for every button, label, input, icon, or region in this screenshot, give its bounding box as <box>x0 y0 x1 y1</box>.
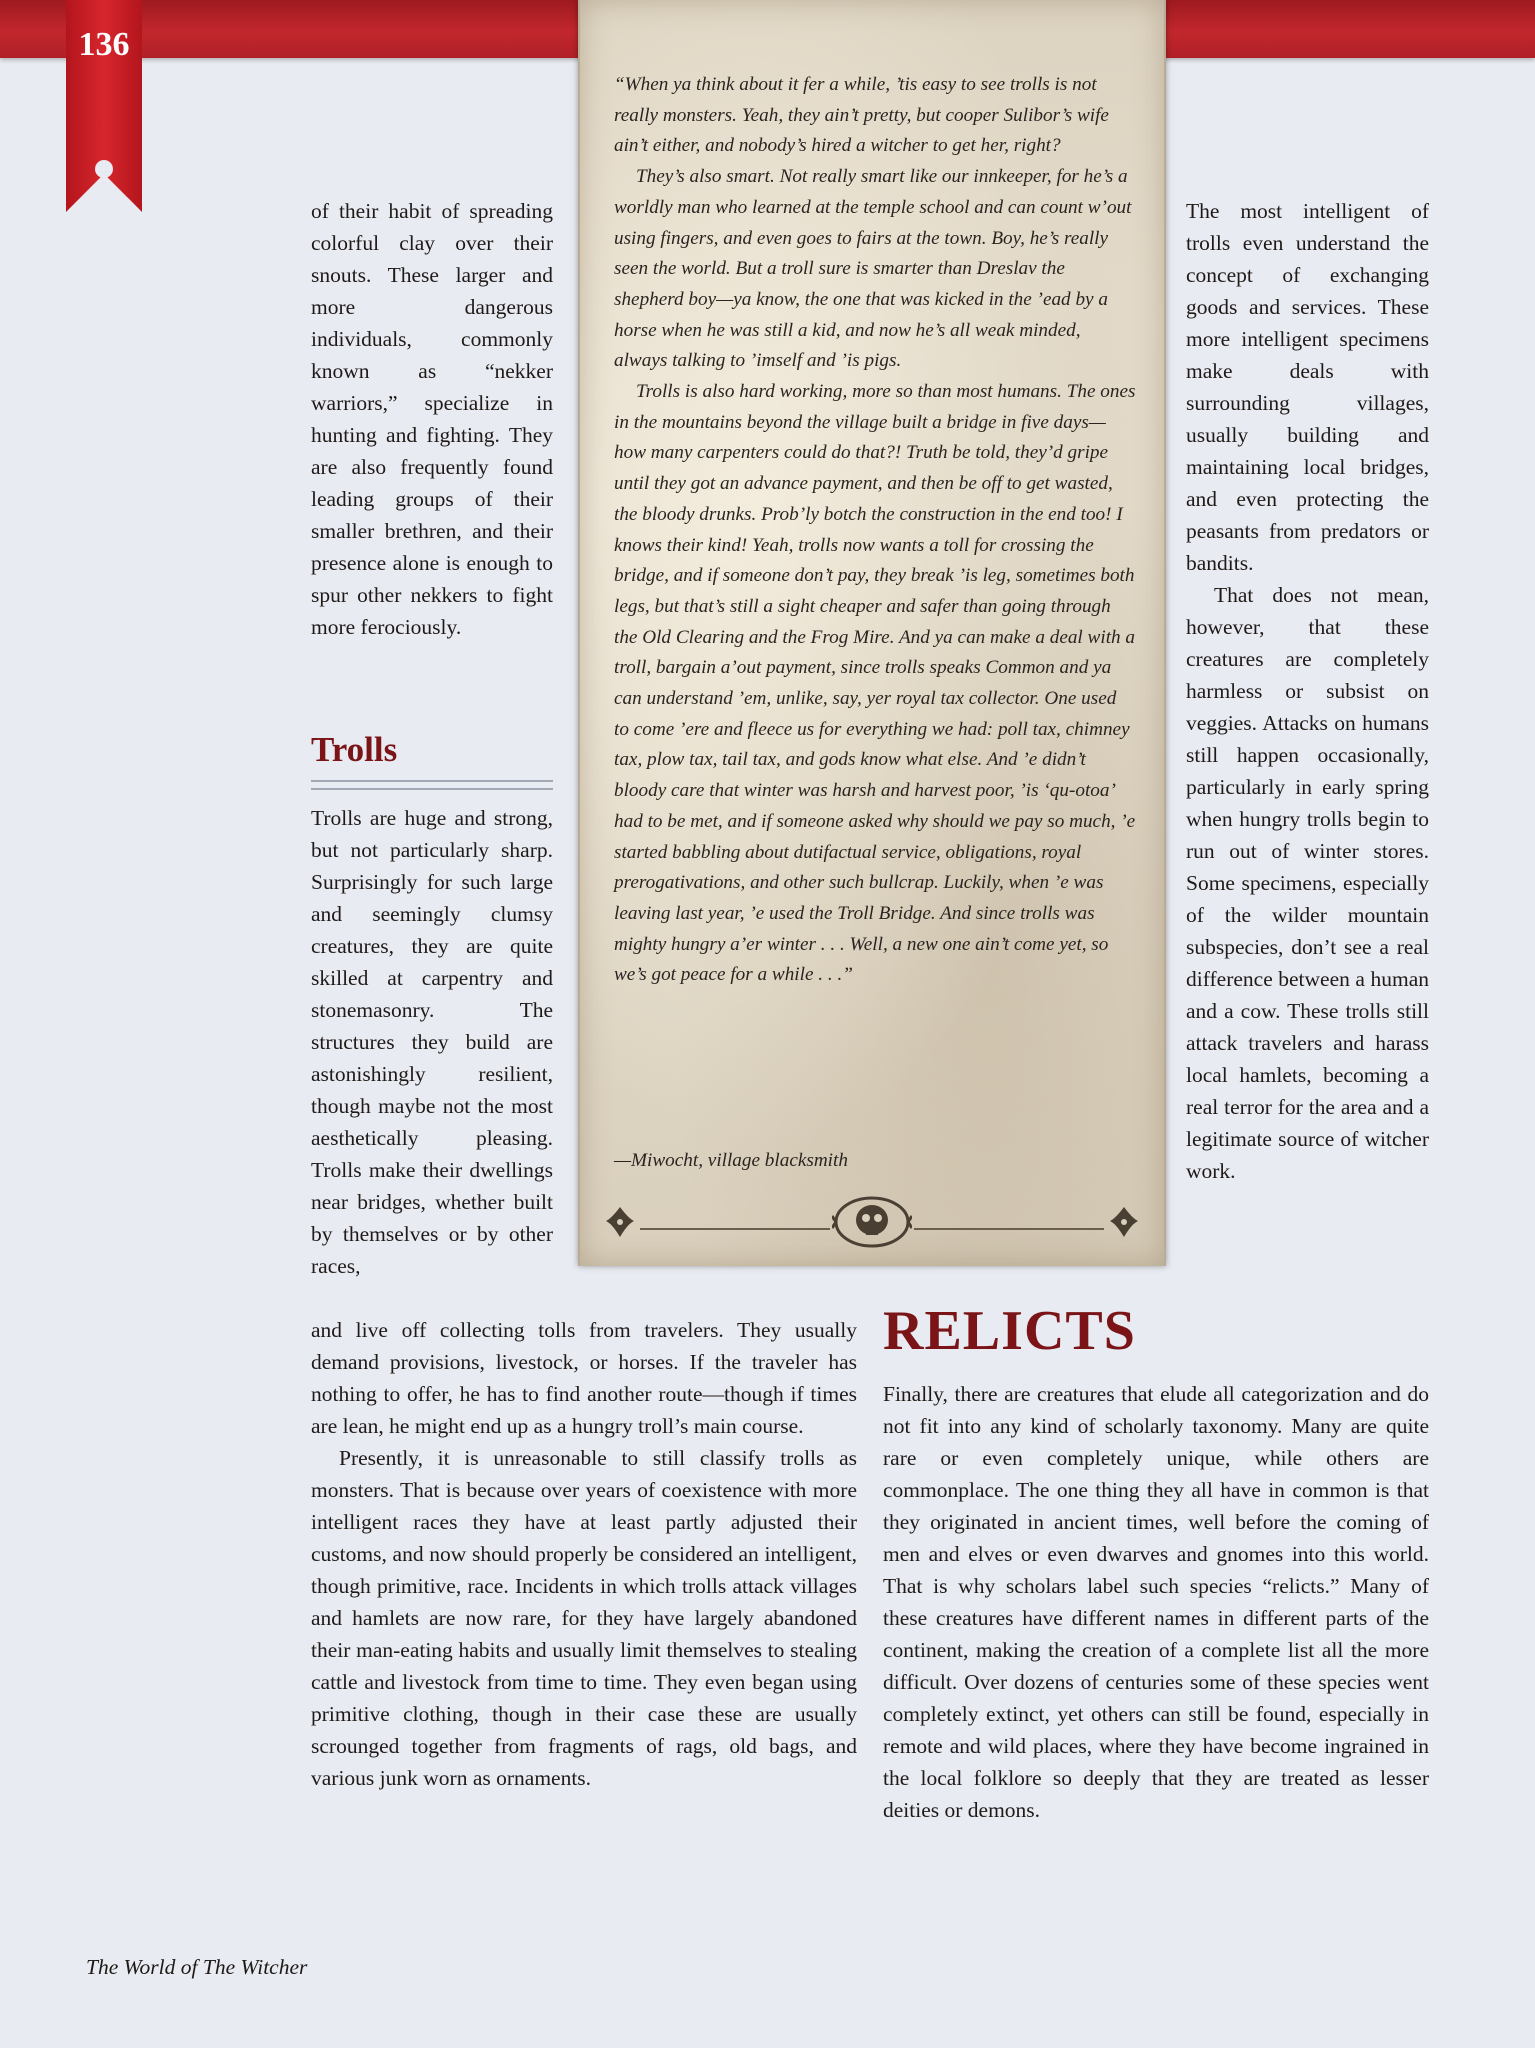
trolls-continued-column <box>311 1314 857 1794</box>
trolls-continued-paragraph: and live off collecting tolls from travelers. They usually demand provisions, livestock, or horses. If the traveler has nothing to offer, he has to find another route—though if times are lean, he might end up as a hungry troll’s main course. <box>311 1318 857 1438</box>
trolls-classification-paragraph: Presently, it is unreasonable to still classify trolls as monsters. That is because over years of coexistence with more intelligent races they have at least partly adjusted their customs, and now should properly be considered an intelligent, though primitive, race. Incidents in which trolls attack villages and hamlets are now rare, for they have largely abandoned their man-eating habits and usually limit themselves to stealing cattle and livestock from time to time. They even began using primitive clothing, though in their case these are usually scrounged together from fragments of rags, old bags, and various junk worn as ornaments. <box>311 1446 857 1790</box>
left-column-top <box>311 195 553 643</box>
quote-paragraph-1: “When ya think about it fer a while, ’tis easy to see trolls is not really monsters. Yeah, they ain’t pretty, but cooper Sulibor’s wife ain’t either, and nobody’s hired a witcher to get her, right? <box>614 74 1109 157</box>
quote-sidebar <box>578 0 1166 1266</box>
running-footer: The World of The Witcher <box>86 1955 308 1979</box>
intelligent-trolls-paragraph: The most intelligent of trolls even understand the concept of exchanging goods and services. These more intelligent specimens make deals with surrounding villages, usually building and maintaining local bridges, and even protecting the peasants from predators or bandits. <box>1186 199 1429 575</box>
skull-medallion-icon <box>832 1196 912 1248</box>
villager-quote <box>614 70 1136 991</box>
ribbon-notch <box>95 160 113 178</box>
page-number: 136 <box>78 26 130 63</box>
troll-attacks-paragraph: That does not mean, however, that these creatures are completely harmless or subsist on veggies. Attacks on humans still happen occasionally, particularly in early spring when hungry trolls begin to run out of winter stores. Some specimens, especially of the wilder mountain subspecies, don’t see a real difference between a human and a cow. These trolls still attack travelers and harass local hamlets, becoming a real terror for the area and a legitimate source of witcher work. <box>1186 583 1429 1183</box>
relicts-paragraph: Finally, there are creatures that elude all categorization and do not fit into any kind of scholarly taxonomy. Many are quite rare or even completely unique, while others are commonplace. The one thing they all have in common is that they originated in ancient times, well before the coming of men and elves or even dwarves and gnomes into this world. That is why scholars label such species “relicts.” Many of these creatures have different names in different parts of the continent, making the creation of a complete list all the more difficult. Over dozens of centuries some of these species went completely extinct, yet others can still be found, especially in remote and wild places, where they have become ingrained in the local folklore so deeply that they are treated as lesser deities or demons. <box>883 1382 1429 1822</box>
trolls-intro-paragraph: Trolls are huge and strong, but not particularly sharp. Surprisingly for such large and seemingly clumsy creatures, they are quite skilled at carpentry and stonemasonry. The structures they build are astonishingly resilient, though maybe not the most aesthetically pleasing. Trolls make their dwellings near bridges, whether built by themselves or by other races, <box>311 806 553 1278</box>
ornament-rule-left <box>640 1228 830 1230</box>
relicts-column <box>883 1378 1429 1826</box>
nekker-paragraph: of their habit of spreading colorful clay over their snouts. These larger and more dangerous individuals, commonly known as “nekker warriors,” specialize in hunting and fighting. They are also frequently found leading groups of their smaller brethren, and their presence alone is enough to spur other nekkers to fight more ferociously. <box>311 199 553 639</box>
quote-attribution: —Miwocht, village blacksmith <box>614 1150 848 1171</box>
trolls-heading: Trolls <box>311 730 398 769</box>
trolls-intro-column <box>311 802 553 1282</box>
right-column <box>1186 195 1429 1187</box>
fleur-ornament-icon <box>1104 1205 1144 1239</box>
fleur-ornament-icon <box>600 1205 640 1239</box>
quote-paragraph-2: They’s also smart. Not really smart like our innkeeper, for he’s a worldly man who learned at the temple school and can count w’out using fingers, and even goes to fairs at the town. Boy, he’s really seen the world. But a troll sure is smarter than Dreslav the shepherd boy—ya know, the one that was kicked in the ’ead by a horse when he was still a kid, and now he’s all weak minded, always talking to ’imself and ’is pigs. <box>614 166 1132 372</box>
ornament-rule-right <box>914 1228 1104 1230</box>
relicts-heading: RELICTS <box>883 1300 1136 1362</box>
quote-paragraph-3: Trolls is also hard working, more so than most humans. The ones in the mountains beyond the village built a bridge in five days—how many carpenters could do that?! Truth be told, they’d gripe until they got an advance payment, and then be off to get wasted, the bloody drunks. Prob’ly botch the construction in the end too! I knows their kind! Yeah, trolls now wants a toll for crossing the bridge, and if someone don’t pay, they break ’is leg, sometimes both legs, but that’s still a sight cheaper and safer than going through the Old Clearing and the Frog Mire. And ya can make a deal with a troll, bargain a’out payment, since trolls speaks Common and ya can understand ’em, unlike, say, yer royal tax collector. One used to come ’ere and fleece us for everything we had: poll tax, chimney tax, plow tax, tail tax, and gods know what else. And ’e didn’t bloody care that winter was harsh and harvest poor, ’is ‘qu-otoa’ had to be met, and if someone asked why should we pay so much, ’e started babbling about dutifactual service, obligations, royal prerogativations, and other such bullcrap. Luckily, when ’e was leaving last year, ’e used the Troll Bridge. And since trolls was mighty hungry a’er winter . . . Well, a new one ain’t come yet, so we’s got peace for a while . . .” <box>614 381 1136 986</box>
trolls-heading-rule <box>311 780 553 790</box>
